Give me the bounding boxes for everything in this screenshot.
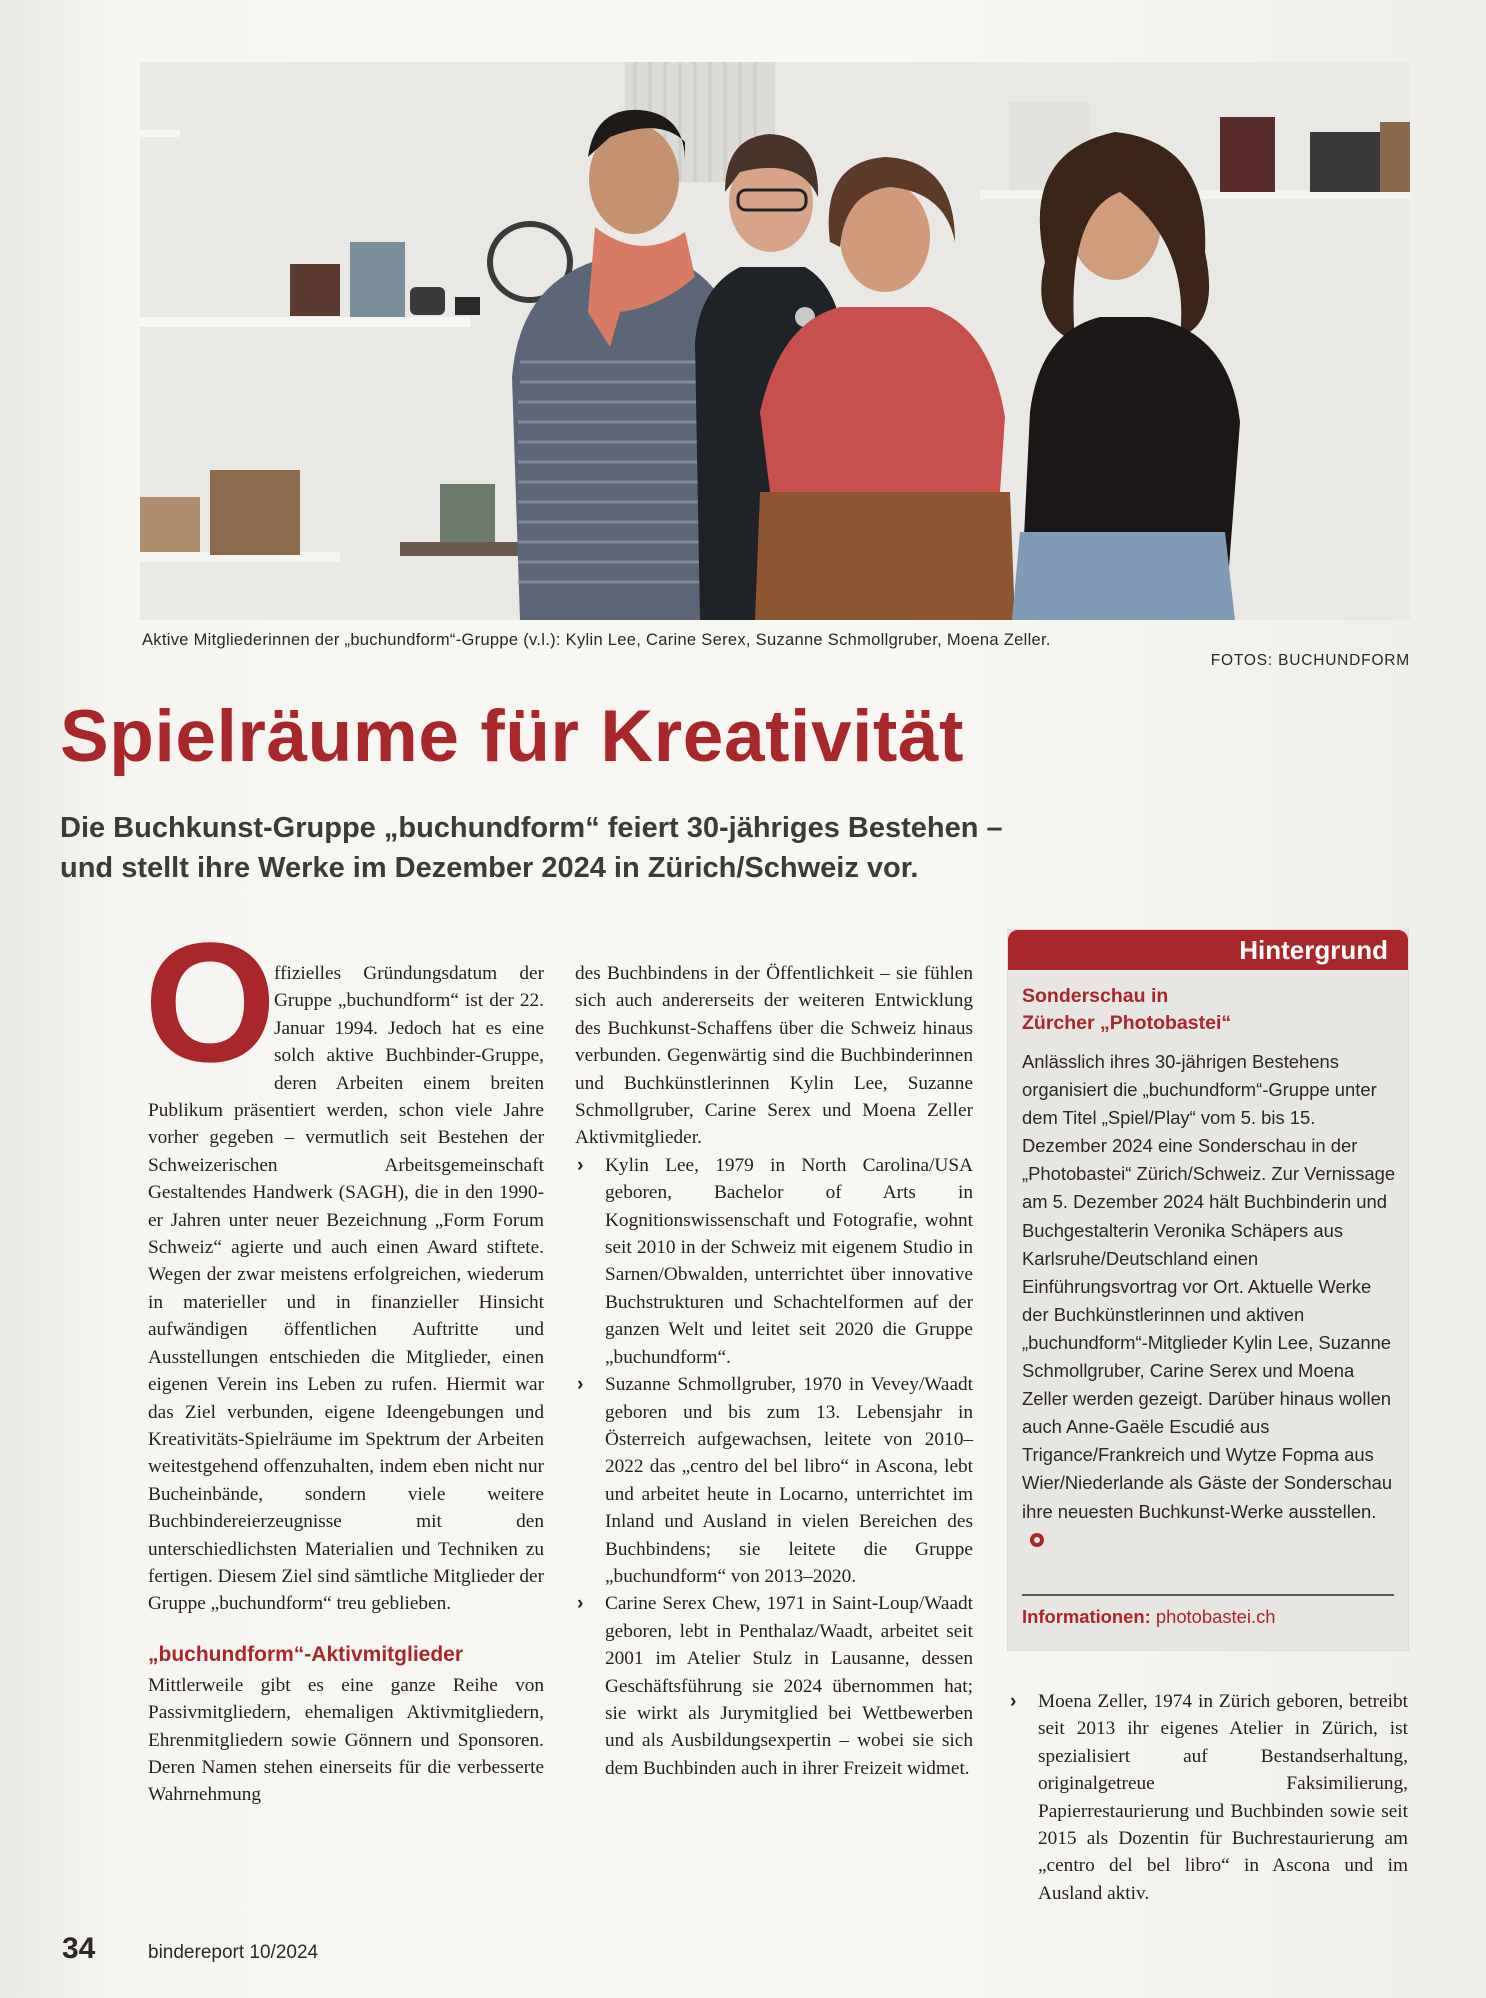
member-text: Suzanne Schmollgruber, 1970 in Vevey/Waadt geboren und bis zum 13. Lebensjahr in Österreich aufgewachsen, leitete von 2010–2022 das „centro del bel libro“ in Ascona, lebt und arbeitet heute in Locarno, unterrichtet im Inland und Ausland in vielen Bereichen des Buchbindens; sie leitete die Gruppe „buchundform“ von 2013–2020. [605,1374,973,1587]
member-text: Carine Serex Chew, 1971 in Saint-Loup/Waadt geboren, lebt in Penthalaz/Waadt, arbeitet seit 2001 im Atelier Stulz in Lausanne, dessen Geschäftsführung sie 2024 übernommen hat; sie wirkt als Jurymitglied bei Wettbewerben und als Ausbildungsexpertin – wobei sie sich dem Buchbinden auch in ihrer Freizeit widmet. [605,1593,973,1779]
member-bullet-suzanne-schmollgruber [575,1371,973,1590]
subheadline [60,808,1260,888]
section-heading: „buchundform“-Aktivmitglieder [148,1642,464,1666]
member-bullet-carine-serex [575,1590,973,1782]
sidebar-body [1022,1048,1396,1554]
sidebar-title [1022,983,1394,1037]
dropcap-box [144,908,277,1098]
article-column-1 [144,908,544,1809]
section-paragraph: Mittlerweile gibt es eine ganze Reihe von Passivmitgliedern, ehemaligen Aktivmitgliedern, Ehrenmitgliedern sowie Gönnern und Sponsoren. Deren Namen stehen einerseits für die verbesserte Wahrnehmung [148,1674,544,1806]
group-photo-illustration [140,62,1410,620]
subheadline-line-1: Die Buchkunst-Gruppe „buchundform“ feiert 30-jähriges Bestehen – [60,812,1003,844]
magazine-issue: bindereport 10/2024 [148,1942,319,1963]
sidebar-info [1022,1603,1276,1631]
info-label: Informationen: [1022,1606,1151,1627]
bullet-arrow-icon: › [577,1374,584,1396]
dropcap: O [144,908,277,1098]
article-column-3 [1008,1688,1408,1907]
photo-credit: FOTOS: BUCHUNDFORM [1210,652,1410,669]
member-text: Kylin Lee, 1979 in North Carolina/USA geboren, Bachelor of Arts in Kognitionswissenschaft und Fotografie, wohnt seit 2010 in der Schweiz mit eigenem Studio in Sarnen/Obwalden, unterrichtet über innovative Buchstrukturen und Schachtelformen auf der ganzen Welt und leitet seit 2020 die Gruppe „buchundform“. [605,1154,973,1368]
sidebar-divider [1022,1594,1394,1596]
headline: Spielräume für Kreativität [60,696,965,777]
group-photo [140,62,1410,620]
background-sidebar [1008,930,1408,1650]
sidebar-title-line-2: Zürcher „Photobastei“ [1022,1012,1232,1034]
sidebar-body-text: Anlässlich ihres 30-jährigen Bestehens organisiert die „buchundform“-Gruppe unter dem Titel „Spiel/Play“ vom 5. bis 15. Dezember 2024 eine Sonderschau in der „Photobastei“ Zürich/Schweiz. Zur Vernissage am 5. Dezember 2024 hält Buchbinderin und Buchgestalterin Veronika Schäpers aus Karlsruhe/Deutschland einen Einführungsvortrag vor Ort. Aktuelle Werke der Buchkünstlerinnen und aktiven „buchundform“-Mitglieder Kylin Lee, Suzanne Schmollgruber, Carine Serex und Moena Zeller werden gezeigt. Darüber hinaus wollen auch Anne-Gaële Escudié aus Trigance/Frankreich und Wytze Fopma aus Wier/Niederlande als Gäste der Sonderschau ihre neuesten Buchkunst-Werke ausstellen. [1022,1051,1396,1522]
sidebar-title-line-1: Sonderschau in [1022,985,1169,1007]
subheadline-line-2: und stellt ihre Werke im Dezember 2024 in Zürich/Schweiz vor. [60,852,919,884]
member-text: Moena Zeller, 1974 in Zürich geboren, betreibt seit 2013 ihr eigenes Atelier in Zürich, ist spezialisiert auf Bestandserhaltung, originalgetreue Faksimilierung, Papierrestaurierung und Buchbinden sowie seit 2015 als Dozentin für Buchrestaurierung am „centro del bel libro“ in Ascona und im Ausland aktiv. [1038,1691,1408,1904]
member-bullet-moena-zeller [1008,1688,1408,1907]
photo-caption: Aktive Mitgliederinnen der „buchundform“-Gruppe (v.l.): Kylin Lee, Carine Serex, Suzanne Schmollgruber, Moena Zeller. [142,631,1051,649]
end-mark-icon [1030,1533,1044,1547]
bullet-arrow-icon: › [577,1593,584,1615]
intro-text: ffizielles Gründungsdatum der Gruppe „buchundform“ ist der 22. Januar 1994. Jedoch hat es eine solch aktive Buchbinder-Gruppe, deren Arbeiten einem breiten Publikum präsentiert werden, schon viele Jahre vorher gegeben – vermutlich seit Bestehen der Schweizerischen Arbeitsgemeinschaft Gestaltendes Handwerk (SAGH), die in den 1990-er Jahren unter neuer Bezeichnung „Form Forum Schweiz“ agierte und auch einen Award stiftete. Wegen der zwar meistens erfolgreichen, wiederum in materieller und in finanzieller Hinsicht aufwändigen öffentlichen Auftritte und Ausstellungen entschieden die Mitglieder, einen eigenen Verein ins Leben zu rufen. Hiermit war das Ziel verbunden, eigene Ideengebungen und Kreativitäts-Spielräume im Spektrum der Arbeiten weitestgehend offenzuhalten, indem eben nicht nur Bucheinbände, sondern viele weitere Buchbindereierzeugnisse mit den unterschiedlichsten Materialien und Techniken zu fertigen. Diesem Ziel sind sämtliche Mitglieder der Gruppe „buchundform“ treu geblieben. [148,963,544,1615]
bullet-arrow-icon: › [1010,1691,1017,1712]
info-link[interactable]: photobastei.ch [1155,1606,1276,1627]
col2-paragraph: des Buchbindens in der Öffentlichkeit – sie fühlen sich auch andererseits der weiteren Entwicklung des Buchkunst-Schaffens über die Schweiz hinaus verbunden. Gegenwärtig sind die Buchbinderinnen und Buchkünstlerinnen Kylin Lee, Suzanne Schmollgruber, Carine Serex und Moena Zeller Aktivmitglieder. [575,963,973,1149]
intro-paragraph [144,908,544,1618]
page-number: 34 [62,1932,96,1965]
member-bullet-kylin-lee [575,1152,973,1371]
sidebar-tab: Hintergrund [1008,930,1408,970]
bullet-arrow-icon: › [577,1154,584,1176]
article-column-2 [575,960,973,1782]
